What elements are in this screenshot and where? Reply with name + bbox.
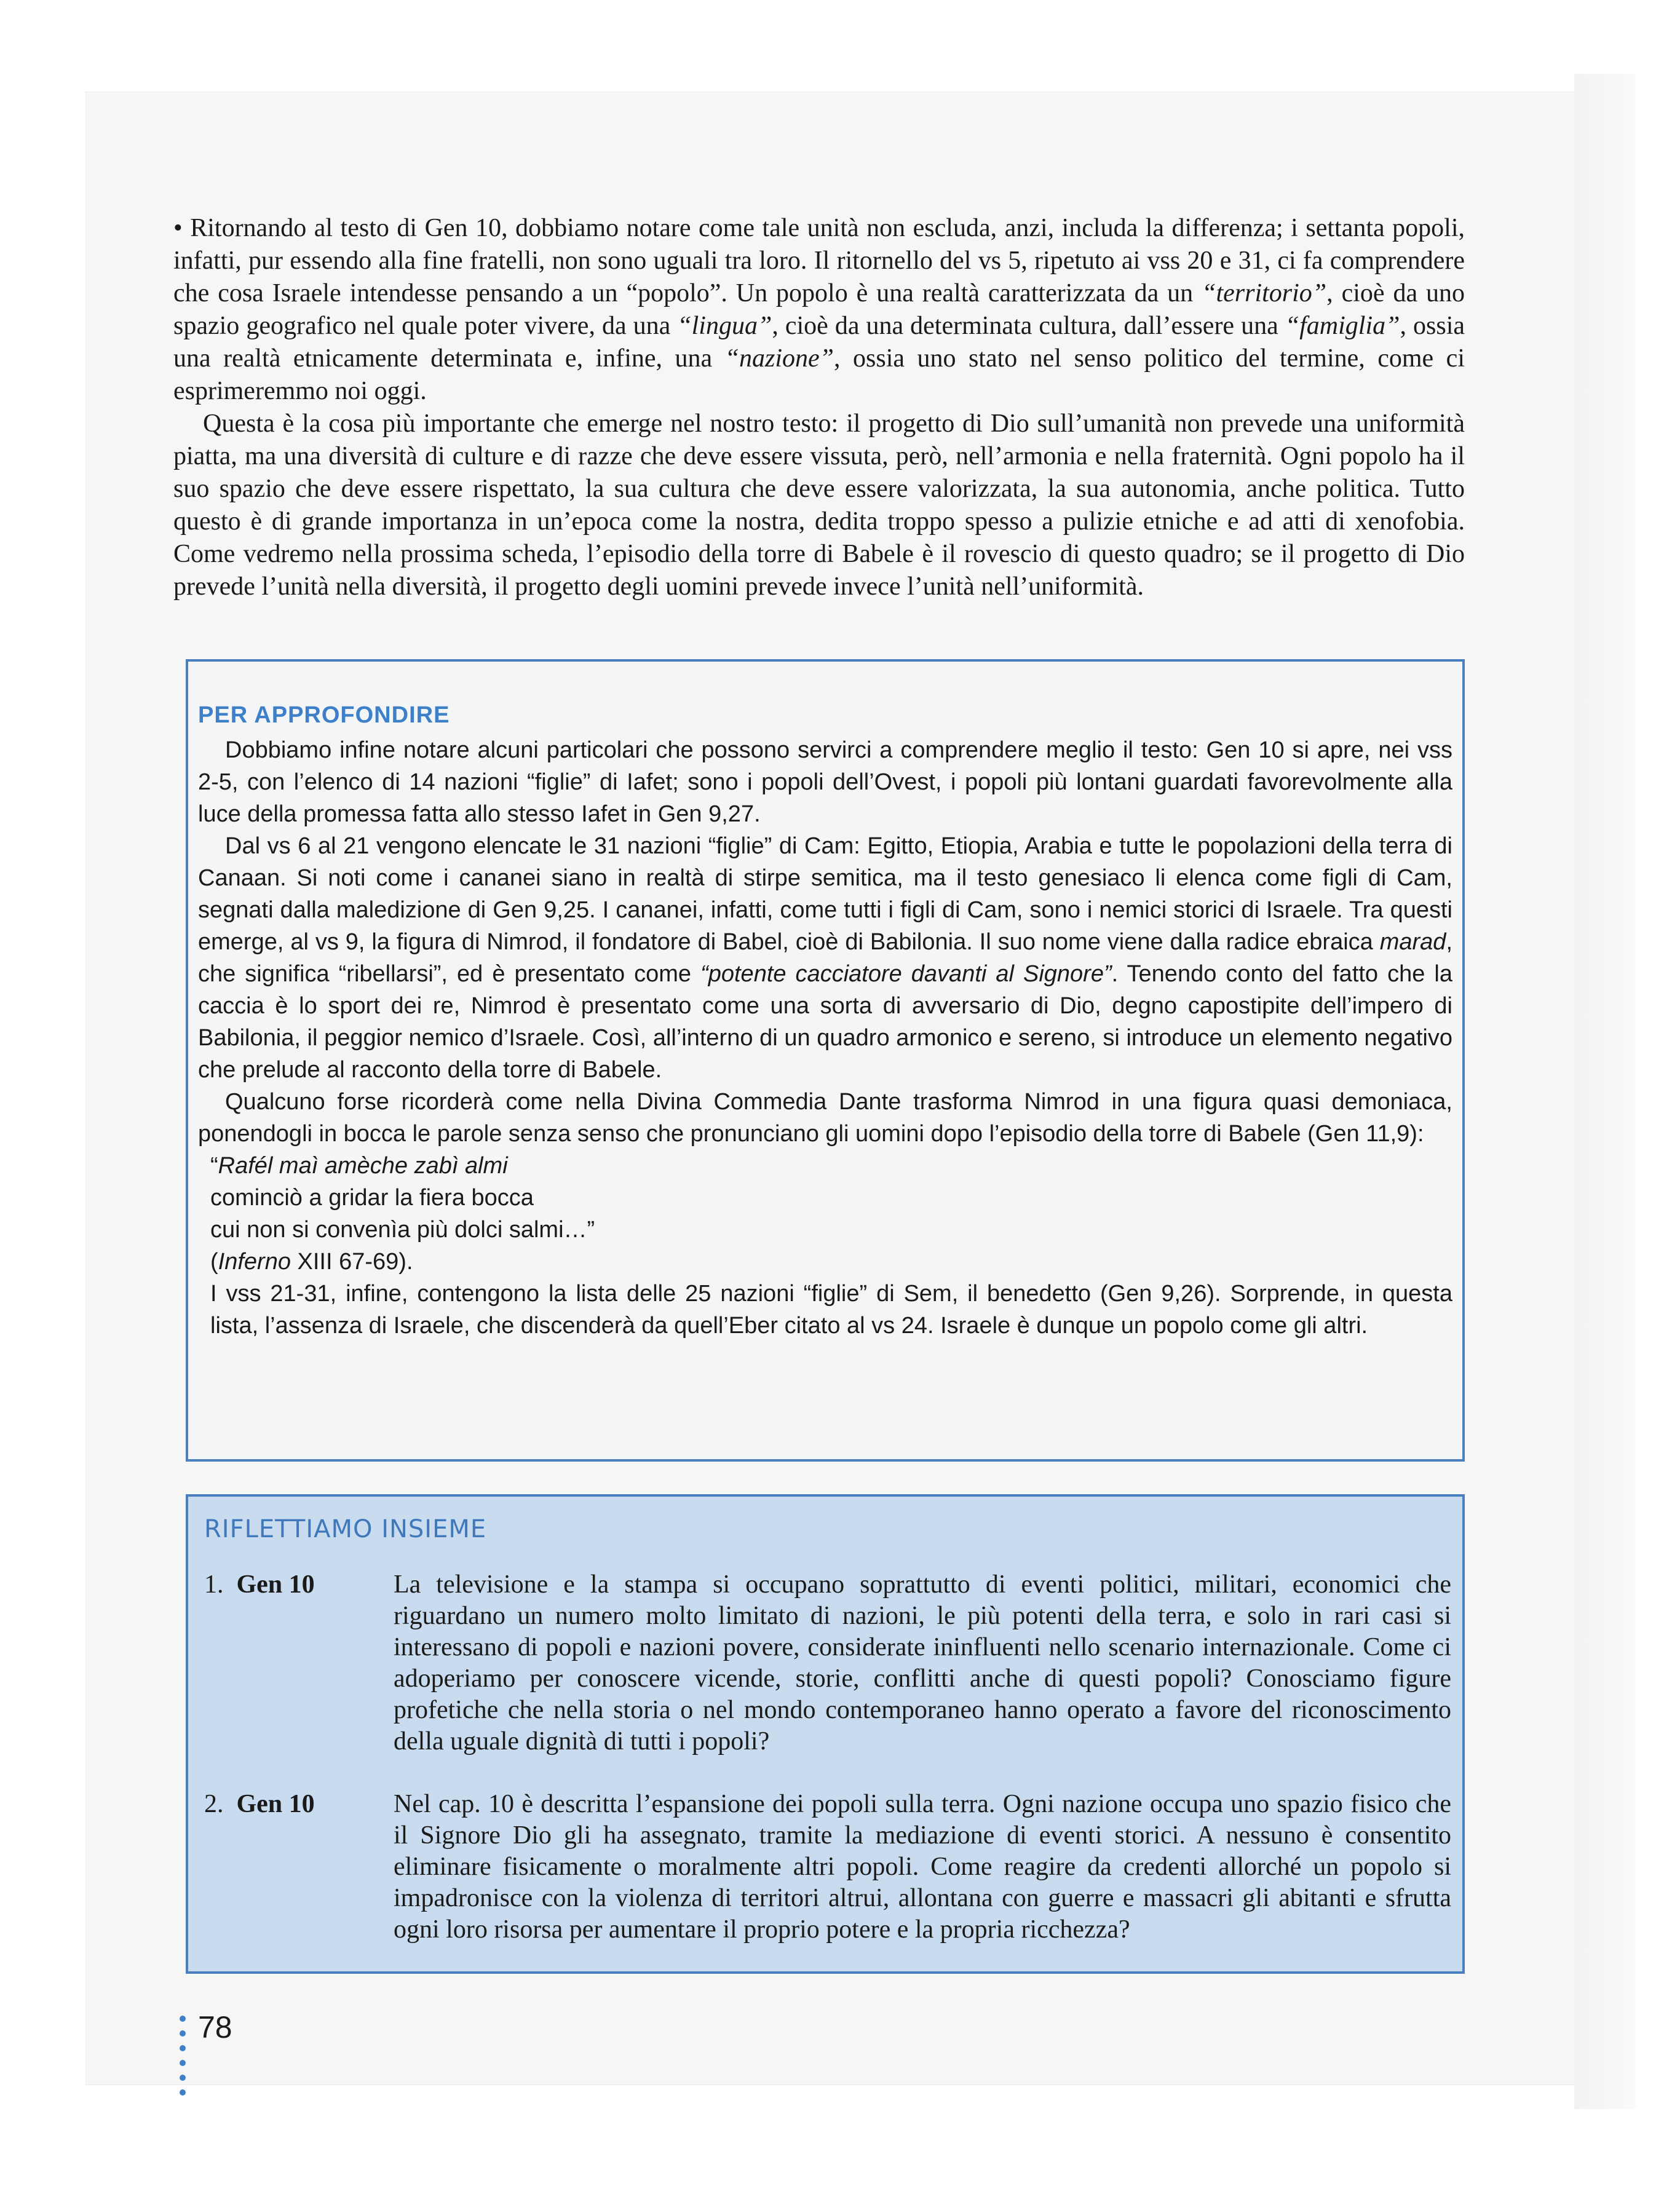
quote-ref-paren: ( [210, 1249, 218, 1275]
quote-reference [198, 1246, 1452, 1278]
quote-mark: “ [210, 1153, 218, 1179]
question-number: 2. [204, 1790, 224, 1818]
question-label [204, 1569, 352, 1601]
footer-dot [180, 2075, 186, 2081]
dante-quote [198, 1150, 1452, 1278]
italic-term: “potente cacciatore davanti al Signore” [700, 961, 1112, 987]
main-text [173, 212, 1465, 603]
page-number: 78 [198, 2010, 232, 2045]
per-approfondire-title: PER APPROFONDIRE [198, 702, 450, 728]
text-run: • Ritornando al testo di Gen 10, dobbiamo notare come tale unità non escluda, anzi, includa la differenza; i settanta popoli, infatti, pur essendo alla fine fratelli, non sono uguali tra loro. Il ritornello del vs 5, ripetuto ai vss 20 e 31, ci fa comprendere che cosa Israele intendesse pensando a un “popolo”. Un popolo è una realtà caratterizzata da un [173, 214, 1465, 307]
question-ref: Gen 10 [236, 1790, 315, 1818]
quote-ref-verses: XIII 67-69). [290, 1249, 413, 1275]
riflettiamo-title: RIFLETTIAMO INSIEME [204, 1515, 487, 1543]
text-run: , ossia uno stato nel senso politico del termine, come ci esprimeremmo noi oggi. [173, 344, 1465, 405]
page-edge [1574, 74, 1636, 2109]
quote-line-2: cominciò a gridar la fiera bocca [210, 1185, 534, 1211]
main-paragraph-2: Questa è la cosa più importante che emerge nel nostro testo: il progetto di Dio sull’umanità non prevede una uniformità piatta, ma una diversità di culture e di razze che deve essere vissuta, però, nell’armonia e nella fraternità. Ogni popolo ha il suo spazio che deve essere rispettato, la sua cultura che deve essere valorizzata, la sua autonomia, anche politica. Tutto questo è di grande importanza in un’epoca come la nostra, dedita troppo spesso a pulizie etniche e ad atti di xenofobia. Come vedremo nella prossima scheda, l’episodio della torre di Babele è il rovescio di questo quadro; se il progetto di Dio prevede l’unità nella diversità, il progetto degli uomini prevede invece l’unità nell’uniformità. [173, 410, 1465, 601]
text-run: , cioè da una determinata cultura, dall’essere una [772, 312, 1285, 340]
italic-term: “territorio” [1202, 279, 1327, 307]
question-ref: Gen 10 [236, 1570, 315, 1599]
approf-paragraph-4: I vss 21-31, infine, contengono la lista delle 25 nazioni “figlie” di Sem, il benedetto (Gen 9,26). Sorprende, in questa lista, l’assenza di Israele, che discenderà da quell’Eber citato al vs 24. Israele è dunque un popolo come gli altri. [210, 1281, 1452, 1339]
approf-paragraph-3: Qualcuno forse ricorderà come nella Divina Commedia Dante trasforma Nimrod in una figura quasi demoniaca, ponendogli in bocca le parole senza senso che pronunciano gli uomini dopo l’episodio della torre di Babele (Gen 11,9): [198, 1089, 1452, 1147]
approf-paragraph-1: Dobbiamo infine notare alcuni particolari che possono servirci a comprendere meglio il testo: Gen 10 si apre, nei vss 2-5, con l’elenco di 14 nazioni “figlie” di Iafet; sono i popoli dell’Ovest, i popoli più lontani guardati favorevolmente alla luce della promessa fatta allo stesso Iafet in Gen 9,27. [198, 737, 1452, 827]
footer-dot [180, 2089, 186, 2096]
riflettiamo-insieme-box [186, 1494, 1465, 1974]
italic-term: “famiglia” [1285, 312, 1400, 340]
text-run: Dal vs 6 al 21 vengono elencate le 31 nazioni “figlie” di Cam: Egitto, Etiopia, Arabia e tutte le popolazioni della terra di Canaan. Si noti come i cananei siano in realtà di stirpe semitica, ma il testo genesiaco li elenca come figli di Cam, segnati dalla maledizione di Gen 9,25. I cananei, infatti, come tutti i figli di Cam, sono i nemici storici di Israele. Tra questi emerge, al vs 9, la figura di Nimrod, il fondatore di Babel, cioè di Babilonia. Il suo nome viene dalla radice ebraica [198, 833, 1452, 955]
approf-paragraph-2 [198, 830, 1452, 1086]
text-run: , cioè da uno spazio geografico nel quale poter vivere, da una [173, 279, 1465, 340]
footer-dot [180, 2045, 186, 2051]
footer-dot [180, 2016, 186, 2022]
quote-italic: Rafél maì amèche zabì almi [218, 1153, 508, 1179]
text-run: . Tenendo conto del fatto che la caccia è lo sport dei re, Nimrod è presentato come una sorta di avversario di Dio, degno capostipite dell’impero di Babilonia, il peggior nemico d’Israele. Così, all’interno di un quadro armonico e sereno, si introduce un elemento negativo che prelude al racconto della torre di Babele. [198, 961, 1452, 1083]
per-approfondire-content [198, 734, 1452, 1342]
question-text: Nel cap. 10 è descritta l’espansione dei popoli sulla terra. Ogni nazione occupa uno spazio fisico che il Signore Dio gli ha assegnato, tramite la mediazione di eventi storici. A nessuno è consentito eliminare fisicamente o moralmente altri popoli. Come reagire da credenti allorché un popolo si impadronisce con la violenza di territori altrui, allontana con guerre e massacri gli abitanti e sfrutta ogni loro risorsa per aumentare il proprio potere e la propria ricchezza? [394, 1790, 1451, 1944]
quote-line-1 [198, 1150, 1452, 1182]
question-number: 1. [204, 1570, 224, 1599]
footer-dot [180, 2030, 186, 2037]
italic-term: marad [1379, 929, 1446, 955]
footer-dot [180, 2060, 186, 2066]
text-run: , che significa “ribellarsi”, ed è presentato come [198, 929, 1452, 987]
text-run: , ossia una realtà etnicamente determinata e, infine, una [173, 312, 1465, 373]
quote-ref-work: Inferno [218, 1249, 291, 1275]
per-approfondire-box [186, 659, 1465, 1462]
main-paragraph-1 [173, 212, 1465, 408]
question-label [204, 1789, 352, 1820]
italic-term: “lingua” [677, 312, 772, 340]
question-text: La televisione e la stampa si occupano soprattutto di eventi politici, militari, economici che riguardano un numero molto limitato di nazioni, le più potenti della terra, e solo in rari casi si interessano di popoli e nazioni povere, considerate ininfluenti nello scenario internazionale. Come ci adoperiamo per conoscere vicende, storie, conflitti anche di questi popoli? Conosciamo figure profetiche che nella storia o nel mondo contemporaneo hanno operato a favore del riconoscimento della uguale dignità di tutti i popoli? [394, 1570, 1451, 1756]
italic-term: “nazione” [724, 344, 834, 373]
quote-line-3: cui non si convenìa più dolci salmi…” [210, 1217, 595, 1243]
footer-dots-decoration [180, 2016, 188, 2104]
